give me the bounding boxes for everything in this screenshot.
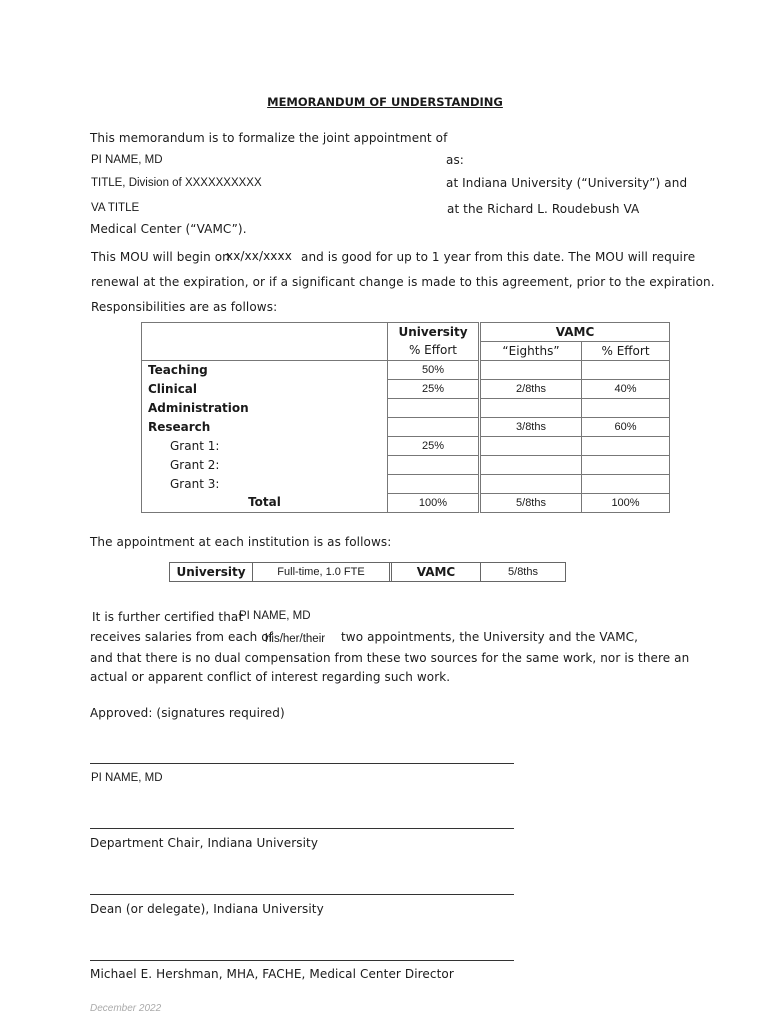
cell-uni-effort[interactable]: 50% [388,361,480,380]
mou-date-field[interactable]: xx/xx/xxxx [226,249,292,263]
cell-uni-effort[interactable]: 25% [388,437,480,456]
row-label: Administration [142,399,388,418]
cell-eighths[interactable]: 3/8ths [480,418,582,437]
document-title: MEMORANDUM OF UNDERSTANDING [267,95,503,109]
as-text: as: [446,153,464,167]
footer-date: December 2022 [90,1003,162,1014]
appointment-university-value[interactable]: Full-time, 1.0 FTE [253,563,392,581]
pronoun-field[interactable]: his/her/their [265,633,326,645]
pi-name-field[interactable]: PI NAME, MD [91,154,163,166]
title-field[interactable]: TITLE, Division of XXXXXXXXXX [91,177,262,189]
approval-heading: Approved: (signatures required) [90,706,285,720]
cell-uni-effort[interactable] [388,456,480,475]
table-row [142,456,670,475]
cell-vamc-effort[interactable] [582,399,670,418]
mou-good-text: and is good for up to 1 year from this date. The MOU will require [301,250,696,264]
appointment-intro: The appointment at each institution is as follows: [90,535,392,549]
signature-line[interactable] [90,763,514,764]
cell-vamc-effort[interactable] [582,475,670,494]
appointment-university-label: University [170,563,253,581]
subheader-uni-effort: % Effort [388,342,480,361]
subheader-eighths: “Eighths” [480,342,582,361]
table-row [142,361,670,380]
cell-uni-total[interactable]: 100% [388,494,480,513]
cell-uni-effort[interactable] [388,475,480,494]
cell-eighths-total[interactable]: 5/8ths [480,494,582,513]
table-row [142,380,670,399]
signature-line[interactable] [90,828,514,829]
row-label: Grant 2: [142,456,388,475]
university-text: at Indiana University (“University”) and [446,176,688,190]
cell-vamc-effort[interactable]: 60% [582,418,670,437]
signature-line[interactable] [90,894,514,895]
cell-eighths[interactable] [480,437,582,456]
signature-line[interactable] [90,960,514,961]
appointment-table [169,562,566,582]
certify-two-appts: two appointments, the University and the VAMC, [341,630,639,644]
cell-vamc-effort[interactable] [582,456,670,475]
appointment-vamc-label: VAMC [392,563,481,581]
signer-department-chair: Department Chair, Indiana University [90,836,319,850]
appointment-vamc-value[interactable]: 5/8ths [508,566,538,578]
medical-center-text: Medical Center (“VAMC”). [90,222,247,236]
responsibilities-text: Responsibilities are as follows: [91,300,278,314]
cell-vamc-effort[interactable]: 40% [582,380,670,399]
va-text: at the Richard L. Roudebush VA [447,202,640,216]
renewal-text: renewal at the expiration, or if a significant change is made to this agreement, prior to the expiration. [91,275,715,289]
mou-begin-text: This MOU will begin on [91,250,230,264]
cell-eighths[interactable] [480,399,582,418]
cell-eighths[interactable] [480,456,582,475]
subheader-vamc-effort: % Effort [582,342,670,361]
row-label: Teaching [142,361,388,380]
header-university: University [388,323,480,342]
row-label-total: Total [142,494,388,513]
cell-vamc-total[interactable]: 100% [582,494,670,513]
cell-eighths[interactable] [480,361,582,380]
cell-uni-effort[interactable]: 25% [388,380,480,399]
cell-eighths[interactable] [480,475,582,494]
cell-uni-effort[interactable] [388,399,480,418]
cell-eighths[interactable]: 2/8ths [480,380,582,399]
signer-dean: Dean (or delegate), Indiana University [90,902,324,916]
intro-text: This memorandum is to formalize the joint appointment of [90,131,448,145]
table-row-total [142,494,670,513]
table-row [142,418,670,437]
cell-uni-effort[interactable] [388,418,480,437]
table-row [142,437,670,456]
table-row [142,399,670,418]
table-row [142,475,670,494]
va-title-field[interactable]: VA TITLE [91,202,140,214]
row-label: Research [142,418,388,437]
row-label: Clinical [142,380,388,399]
responsibilities-table [141,322,670,513]
cell-vamc-effort[interactable] [582,361,670,380]
certify-line3: and that there is no dual compensation from these two sources for the same work, nor is there an [90,651,690,665]
row-label: Grant 3: [142,475,388,494]
row-label: Grant 1: [142,437,388,456]
header-vamc: VAMC [480,323,670,342]
certify-receives: receives salaries from each of [90,630,273,644]
signer-medical-director: Michael E. Hershman, MHA, FACHE, Medical Center Director [90,967,454,981]
signer-pi-name: PI NAME, MD [91,772,163,784]
certify-lead: It is further certified that [92,610,244,624]
certify-pi-name-field[interactable]: PI NAME, MD [239,610,311,622]
cell-vamc-effort[interactable] [582,437,670,456]
certify-line4: actual or apparent conflict of interest regarding such work. [90,670,451,684]
